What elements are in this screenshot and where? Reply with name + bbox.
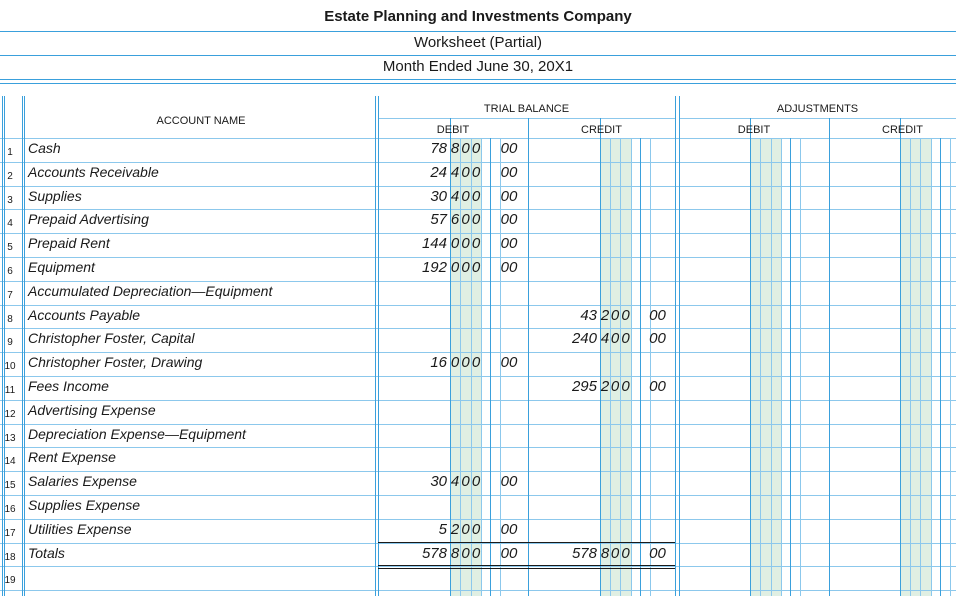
tb-debit-amount-digit: 8 <box>450 544 460 562</box>
account-name: Equipment <box>28 259 95 275</box>
row-number: 3 <box>7 194 13 206</box>
column-border <box>675 118 676 596</box>
tb-debit-amount-digit: 0 <box>450 235 460 253</box>
worksheet-subtitle: Worksheet (Partial) <box>413 34 543 51</box>
row-number: 17 <box>4 527 16 539</box>
account-name: Cash <box>28 140 61 156</box>
account-name: Prepaid Rent <box>28 235 110 252</box>
tb-credit-amount-digit: 0 <box>610 330 620 348</box>
tb-debit-amount-digit: 0 <box>471 140 481 157</box>
account-name: Utilities Expense <box>28 520 132 537</box>
digit-border <box>610 138 611 596</box>
tb-debit-amount-cents: 00 <box>500 259 518 276</box>
account-name: Supplies Expense <box>28 497 141 513</box>
row-line <box>0 400 956 401</box>
account-name: Salaries Expense <box>28 473 137 490</box>
tb-debit-amount-digit: 0 <box>461 235 470 253</box>
row-number: 11 <box>4 385 16 396</box>
total-double-rule <box>378 565 528 566</box>
tb-debit-amount-dollars: 192 <box>421 259 447 276</box>
tb-debit-amount-digit: 2 <box>450 520 460 538</box>
digit-border <box>650 138 651 596</box>
row-line <box>0 352 956 353</box>
row-line <box>0 305 956 306</box>
tb-debit-amount-dollars: 578 <box>421 544 447 562</box>
tb-debit-amount-digit: 0 <box>461 163 470 181</box>
row-line <box>0 495 956 496</box>
tb-debit-amount-digit: 0 <box>471 259 481 276</box>
period-label: Month Ended June 30, 20X1 <box>382 58 574 75</box>
header-line <box>679 118 956 119</box>
tb-debit-amount-digit: 0 <box>471 163 481 181</box>
row-line <box>0 257 956 258</box>
tb-credit-amount-cents: 00 <box>649 544 666 562</box>
tb-debit-amount-digit: 0 <box>471 235 481 253</box>
tb-credit-amount-digit: 0 <box>610 544 620 562</box>
tb-debit-amount-digit: 0 <box>461 544 470 562</box>
column-border <box>829 118 830 596</box>
row-line <box>0 209 956 210</box>
account-name: Fees Income <box>28 378 109 394</box>
tb-debit-amount-digit: 0 <box>461 211 470 229</box>
row-line <box>0 281 956 282</box>
digit-border <box>600 118 601 596</box>
column-border <box>528 118 529 596</box>
tb-credit-amount-dollars: 295 <box>571 378 597 395</box>
tb-debit-amount-digit: 0 <box>450 354 460 372</box>
tb-debit-amount-dollars: 57 <box>430 211 447 229</box>
tb-debit-amount-digit: 0 <box>461 473 470 491</box>
tb-credit-amount-cents: 00 <box>649 306 666 324</box>
row-number: 10 <box>4 361 16 373</box>
digit-border <box>781 138 782 596</box>
account-name: Accounts Receivable <box>28 163 159 180</box>
row-number: 7 <box>7 289 13 301</box>
header-rule <box>0 55 956 56</box>
account-name: Christopher Foster, Capital <box>28 330 195 347</box>
digit-border <box>750 118 751 596</box>
account-name: Rent Expense <box>28 449 116 466</box>
column-border <box>679 96 680 596</box>
tb-debit-amount-digit: 0 <box>471 544 481 562</box>
tb-credit-amount-dollars: 240 <box>571 330 597 348</box>
header-rule <box>0 79 956 80</box>
tb-debit-amount-digit: 4 <box>450 473 460 491</box>
row-line <box>0 424 956 425</box>
row-line <box>0 186 956 187</box>
digit-border <box>920 138 921 596</box>
tb-debit-amount-dollars: 16 <box>430 354 447 372</box>
digit-border <box>900 118 901 596</box>
tb-credit-amount-digit: 8 <box>600 544 610 562</box>
tb-credit-amount-dollars: 43 <box>580 306 597 324</box>
tb-debit-amount-digit: 0 <box>471 211 481 229</box>
digit-border <box>640 138 641 596</box>
column-border <box>375 96 376 596</box>
tb-debit-amount-dollars: 144 <box>421 235 447 253</box>
account-name: Totals <box>28 544 65 561</box>
tb-credit-amount-digit: 0 <box>621 306 630 324</box>
tb-debit-amount-digit: 4 <box>450 163 460 181</box>
tb-debit-amount-cents: 00 <box>500 163 518 181</box>
tb-debit-amount-digit: 4 <box>450 187 460 205</box>
column-border <box>24 96 25 596</box>
tb-debit-amount-digit: 0 <box>461 187 470 205</box>
row-line <box>0 447 956 448</box>
account-name: Advertising Expense <box>28 401 156 418</box>
company-title: Estate Planning and Investments Company <box>324 8 632 25</box>
tb-credit-header: CREDIT <box>581 124 622 136</box>
tb-credit-amount-cents: 00 <box>649 378 666 395</box>
tb-debit-amount-dollars: 30 <box>430 187 447 205</box>
tb-debit-amount-digit: 0 <box>471 187 481 205</box>
digit-shade <box>900 138 931 596</box>
tb-credit-amount-digit: 4 <box>600 330 610 348</box>
digit-border <box>771 138 772 596</box>
row-line <box>0 233 956 234</box>
row-line <box>0 376 956 377</box>
row-line <box>0 590 956 591</box>
tb-debit-amount-cents: 00 <box>500 140 518 157</box>
header-line <box>378 118 675 119</box>
account-name: Christopher Foster, Drawing <box>28 354 203 371</box>
row-number: 4 <box>7 218 13 230</box>
column-border <box>22 96 23 596</box>
account-name: Prepaid Advertising <box>28 211 149 228</box>
row-number: 14 <box>4 456 16 468</box>
tb-debit-amount-digit: 0 <box>471 354 481 372</box>
digit-shade <box>600 138 631 596</box>
total-double-rule <box>378 568 528 569</box>
row-number: 13 <box>4 432 16 444</box>
header-rule <box>0 31 956 32</box>
trial-balance-header: TRIAL BALANCE <box>483 103 570 115</box>
digit-border <box>910 138 911 596</box>
adjustments-header: ADJUSTMENTS <box>776 103 859 115</box>
adj-credit-header: CREDIT <box>882 124 923 136</box>
tb-debit-amount-cents: 00 <box>500 520 518 538</box>
tb-credit-amount-digit: 0 <box>610 306 620 324</box>
account-name: Supplies <box>28 187 82 204</box>
row-number: 6 <box>7 266 13 277</box>
digit-border <box>950 138 951 596</box>
row-number: 19 <box>4 575 16 587</box>
tb-credit-amount-digit: 0 <box>621 544 630 562</box>
tb-debit-amount-dollars: 24 <box>430 163 447 181</box>
digit-border <box>800 138 801 596</box>
digit-border <box>931 138 932 596</box>
tb-debit-amount-cents: 00 <box>500 235 518 253</box>
tb-debit-amount-digit: 0 <box>461 520 470 538</box>
tb-debit-amount-digit: 0 <box>471 520 481 538</box>
row-line <box>0 471 956 472</box>
row-number: 8 <box>7 313 13 325</box>
tb-debit-amount-digit: 0 <box>461 140 470 157</box>
tb-credit-amount-digit: 2 <box>600 306 610 324</box>
tb-debit-amount-digit: 0 <box>471 473 481 491</box>
row-number: 5 <box>7 242 13 254</box>
row-number: 9 <box>7 337 13 349</box>
account-name: Accumulated Depreciation—Equipment <box>28 282 273 299</box>
tb-debit-amount-digit: 6 <box>450 211 460 229</box>
tb-debit-amount-dollars: 5 <box>438 520 447 538</box>
tb-debit-amount-dollars: 78 <box>430 140 447 157</box>
tb-credit-amount-dollars: 578 <box>571 544 597 562</box>
tb-debit-amount-digit: 0 <box>461 354 470 372</box>
digit-border <box>631 138 632 596</box>
digit-border <box>760 138 761 596</box>
row-line <box>0 138 956 139</box>
row-line <box>0 519 956 520</box>
digit-border <box>940 138 941 596</box>
account-name: Depreciation Expense—Equipment <box>28 425 246 442</box>
tb-debit-amount-digit: 0 <box>450 259 460 276</box>
digit-border <box>790 138 791 596</box>
tb-credit-amount-digit: 0 <box>610 378 620 395</box>
row-number: 16 <box>4 504 16 515</box>
digit-shade <box>750 138 781 596</box>
tb-credit-amount-digit: 0 <box>621 378 630 395</box>
digit-border <box>620 138 621 596</box>
row-number: 1 <box>7 147 13 158</box>
row-number: 2 <box>7 170 13 182</box>
tb-debit-header: DEBIT <box>436 124 470 136</box>
total-double-rule <box>528 565 675 566</box>
tb-debit-amount-digit: 0 <box>461 259 470 276</box>
tb-debit-amount-cents: 00 <box>500 187 518 205</box>
row-line <box>0 328 956 329</box>
tb-debit-amount-dollars: 30 <box>430 473 447 491</box>
tb-credit-amount-cents: 00 <box>649 330 666 348</box>
row-number: 15 <box>4 480 16 492</box>
tb-debit-amount-cents: 00 <box>500 211 518 229</box>
row-line <box>0 566 956 567</box>
row-number: 18 <box>4 551 16 563</box>
row-number: 12 <box>4 408 16 420</box>
tb-credit-amount-digit: 0 <box>621 330 630 348</box>
header-rule <box>0 83 956 84</box>
tb-debit-amount-cents: 00 <box>500 354 518 372</box>
tb-debit-amount-cents: 00 <box>500 544 518 562</box>
adj-debit-header: DEBIT <box>737 124 771 136</box>
total-rule <box>528 542 675 543</box>
account-name-header: ACCOUNT NAME <box>156 115 246 127</box>
total-rule <box>378 542 528 543</box>
tb-credit-amount-digit: 2 <box>600 378 610 395</box>
row-line <box>0 543 956 544</box>
row-line <box>0 162 956 163</box>
total-double-rule <box>528 568 675 569</box>
tb-debit-amount-digit: 8 <box>450 140 460 157</box>
digit-border <box>481 138 482 596</box>
account-name: Accounts Payable <box>28 306 141 323</box>
tb-debit-amount-cents: 00 <box>500 473 518 491</box>
